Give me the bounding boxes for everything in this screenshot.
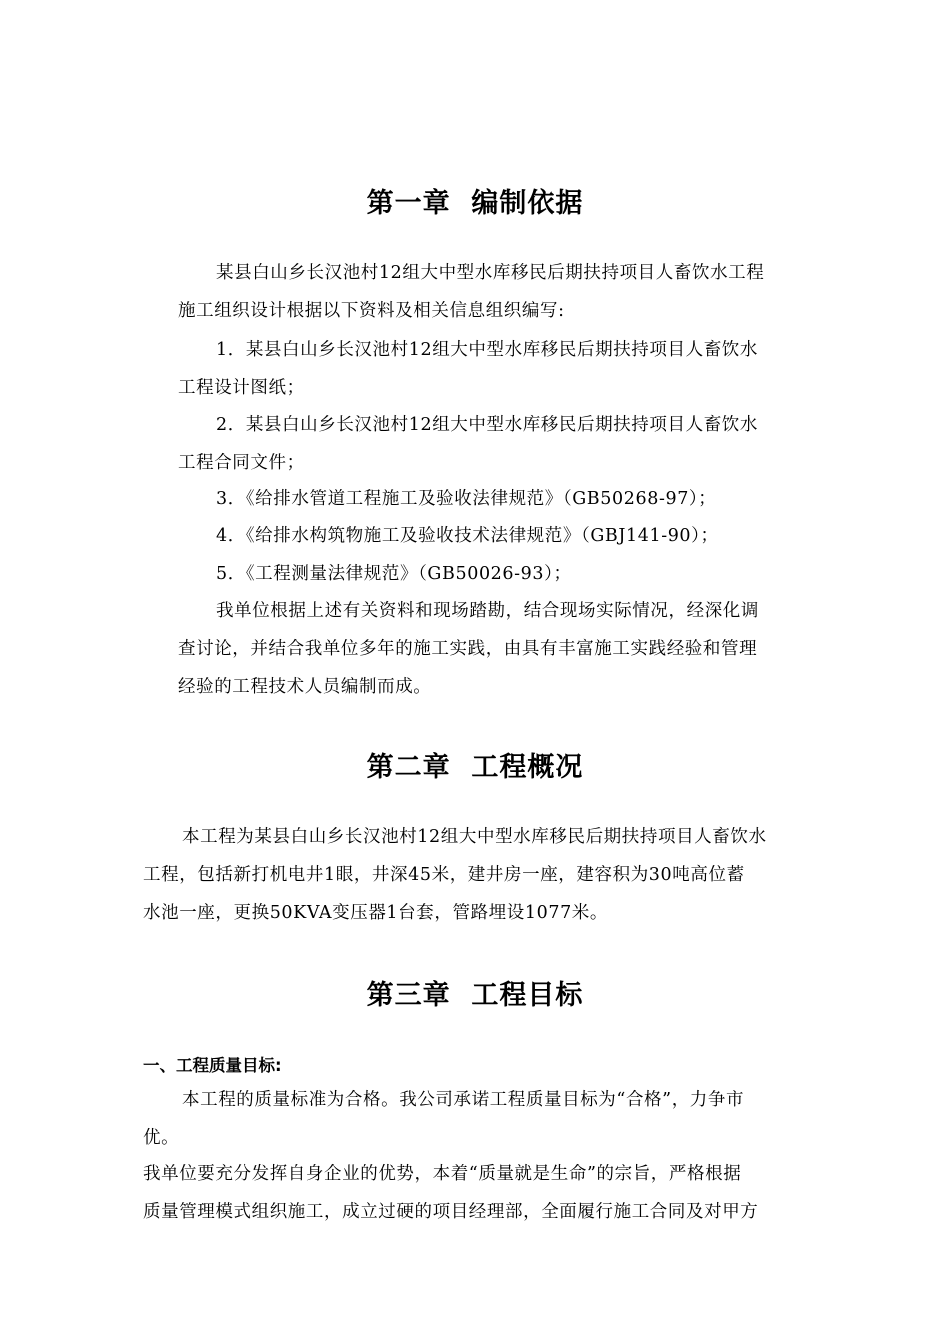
chapter3-para1-line1: 本工程的质量标准为合格。我公司承诺工程质量目标为“合格”，力争市 — [182, 1090, 745, 1110]
chapter3-para2-line1: 我单位要充分发挥自身企业的优势，本着“质量就是生命”的宗旨，严格根据 — [143, 1164, 742, 1184]
chapter1-item2-line1: 2．某县白山乡长汉池村12组大中型水库移民后期扶持项目人畜饮水 — [216, 415, 758, 435]
chapter1-closing-line2: 查讨论，并结合我单位多年的施工实践，由具有丰富施工实践经验和管理 — [178, 639, 758, 659]
chapter1-item1-line2: 工程设计图纸； — [178, 378, 305, 398]
chapter1-closing-line3: 经验的工程技术人员编制而成。 — [178, 677, 432, 697]
chapter1-closing-line1: 我单位根据上述有关资料和现场踏勘，结合现场实际情况，经深化调 — [216, 601, 759, 621]
chapter3-para2-line2: 质量管理模式组织施工，成立过硬的项目经理部，全面履行施工合同及对甲方 — [143, 1202, 759, 1222]
chapter1-item3: 3．《给排水管道工程施工及验收法律规范》（GB50268-97）； — [216, 489, 717, 509]
chapter2-para-line2: 工程，包括新打机电井1眼，井深45米，建井房一座，建容积为30吨高位蓄 — [143, 865, 745, 885]
chapter1-item2-line2: 工程合同文件； — [178, 453, 305, 473]
chapter3-title: 第三章 工程目标 — [366, 980, 584, 1011]
chapter1-item4: 4．《给排水构筑物施工及验收技术法律规范》（GBJ141-90）； — [216, 526, 719, 546]
chapter1-intro-line2: 施工组织设计根据以下资料及相关信息组织编写: — [178, 301, 565, 321]
chapter1-item5: 5．《工程测量法律规范》（GB50026-93）； — [216, 564, 572, 584]
chapter1-item1-line1: 1．某县白山乡长汉池村12组大中型水库移民后期扶持项目人畜饮水 — [216, 340, 758, 360]
chapter3-para1-line2: 优。 — [143, 1128, 180, 1148]
chapter2-title: 第二章 工程概况 — [366, 752, 584, 783]
chapter1-intro-line1: 某县白山乡长汉池村12组大中型水库移民后期扶持项目人畜饮水工程 — [216, 263, 765, 283]
chapter1-title: 第一章 编制依据 — [366, 188, 584, 219]
chapter2-para-line3: 水池一座，更换50KVA变压器1台套，管路埋设1077米。 — [143, 903, 608, 923]
chapter2-para-line1: 本工程为某县白山乡长汉池村12组大中型水库移民后期扶持项目人畜饮水 — [182, 827, 767, 847]
section-quality-goal-title: 一、工程质量目标: — [143, 1056, 282, 1075]
